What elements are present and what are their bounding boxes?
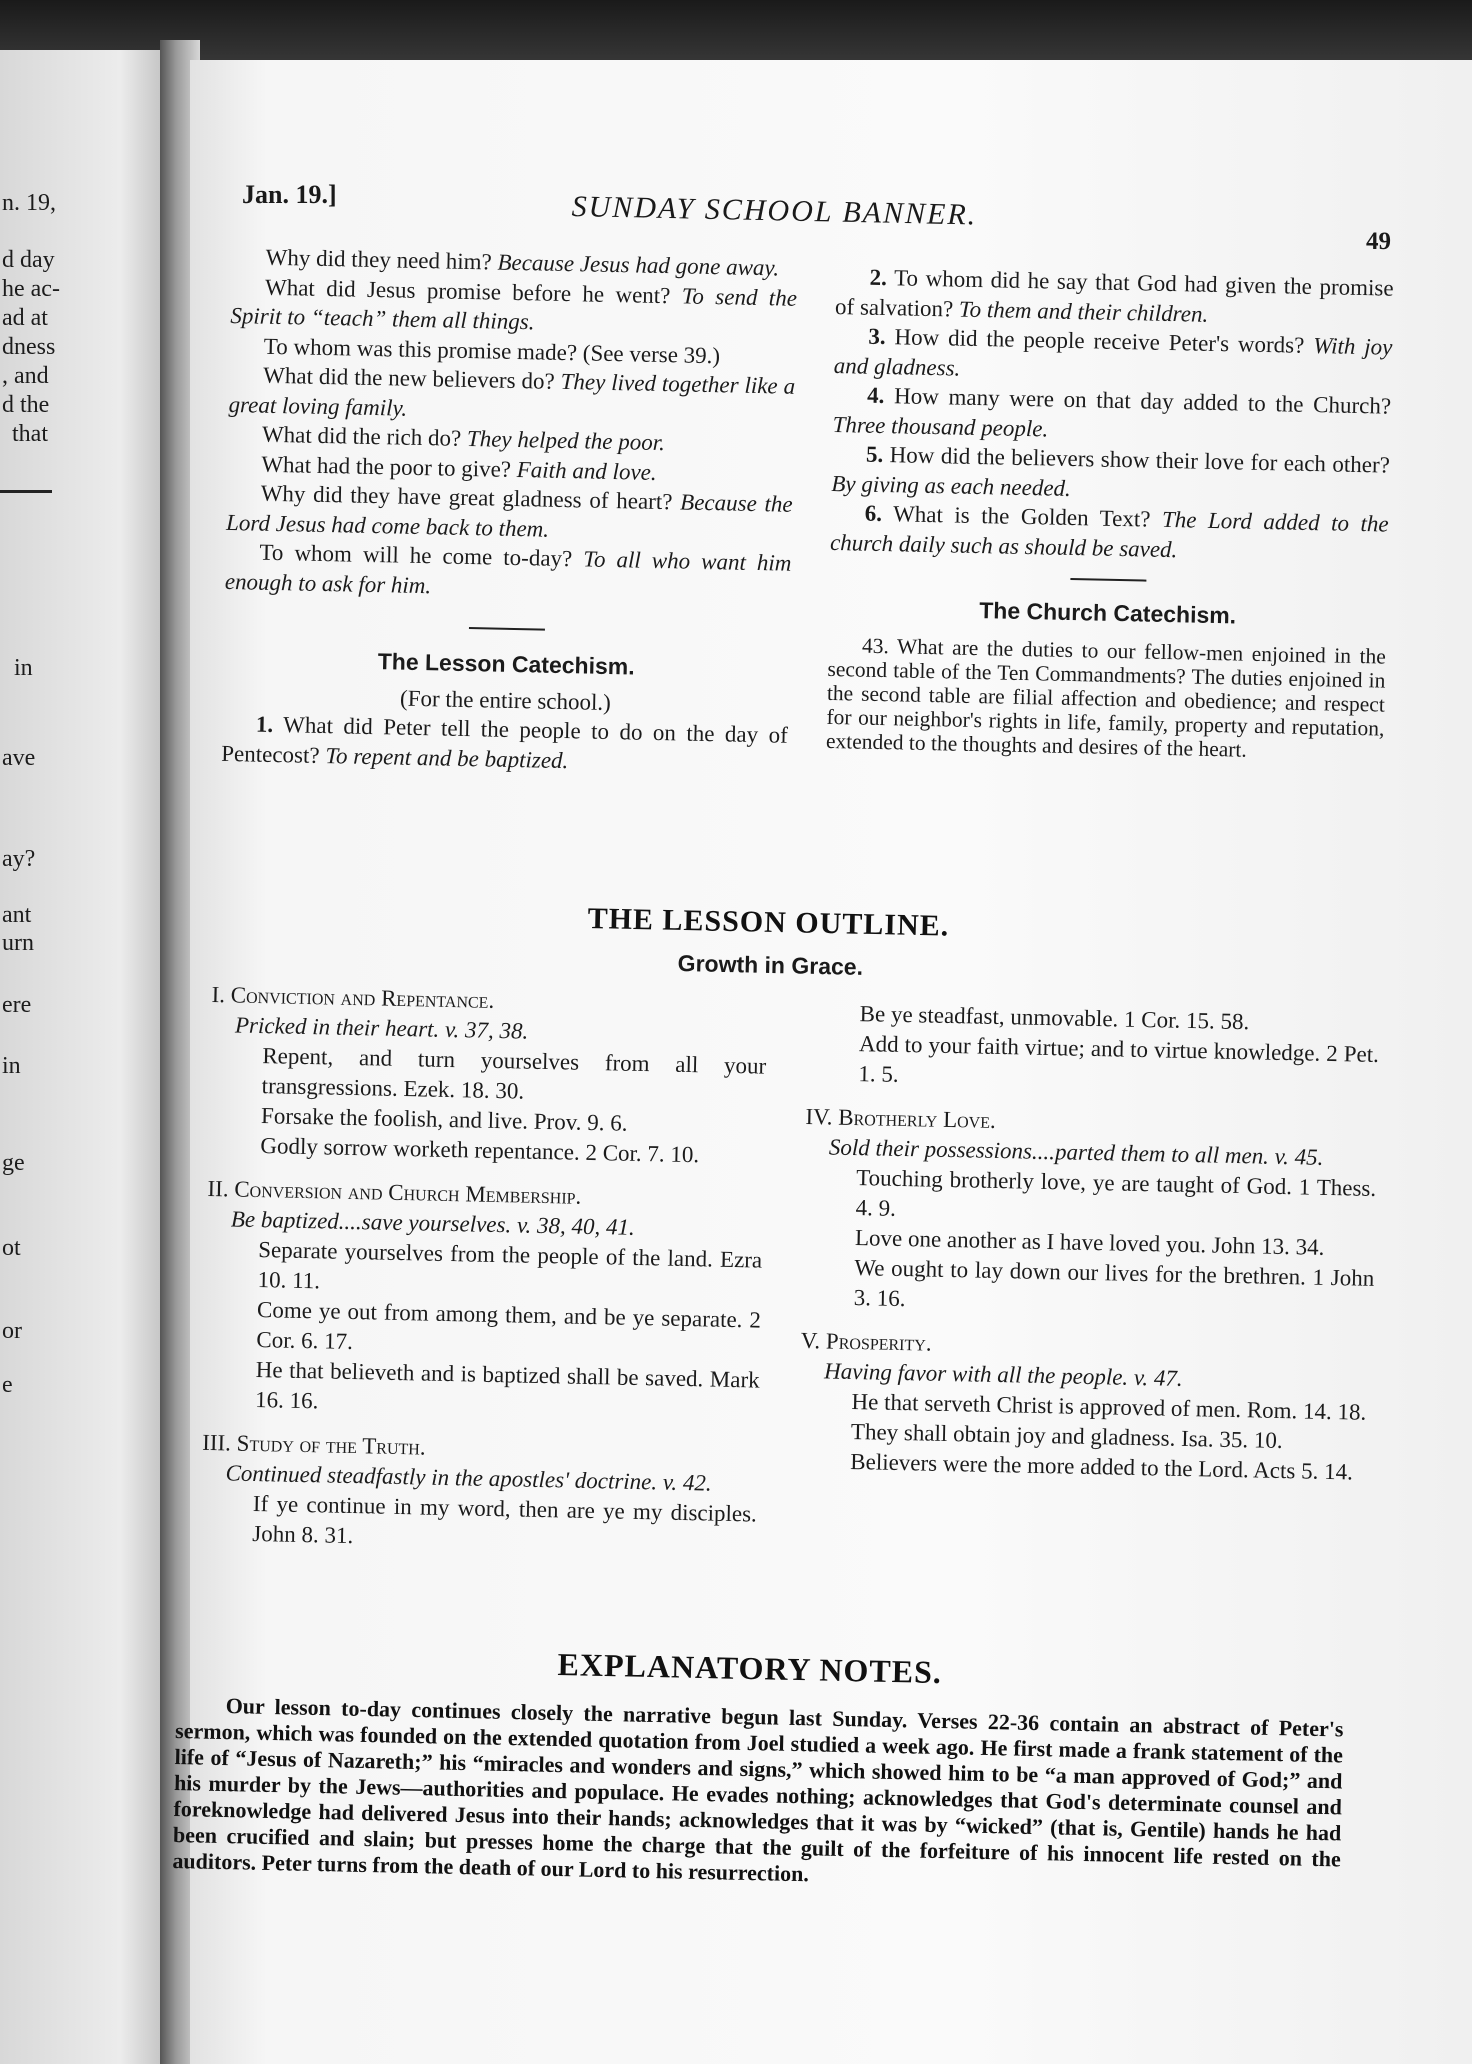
- fragment-text: or: [2, 1318, 22, 1344]
- outline-heading: II. Conversion and Church Membership.: [207, 1175, 582, 1209]
- outline-column-right: [798, 998, 1380, 1488]
- fragment-text: ot: [2, 1235, 21, 1261]
- outline-key-verse: Having favor with all the people. v. 47.: [823, 1358, 1183, 1391]
- page-number: 49: [1366, 228, 1391, 255]
- fragment-text: in: [2, 1053, 21, 1079]
- qa-item: What did the rich do? They helped the poor.: [261, 421, 666, 456]
- explanatory-notes-body: [172, 1692, 1344, 1898]
- church-catechism-text: 43. What are the duties to our fellow-men enjoined in the second table of the Ten Commandments? The duties enjoined in the second table are filial affection and obedience; and respect for our neighbor's rights in life, family, property and reputation, extended to the thoughts and desires of the heart.: [825, 633, 1387, 762]
- outline-reference: Forsake the foolish, and live. Prov. 9. 6.: [260, 1103, 628, 1136]
- outline-heading: I. Conviction and Repentance.: [211, 981, 495, 1013]
- outline-reference: Come ye out from among them, and be ye separate. 2 Cor. 6. 17.: [256, 1297, 762, 1355]
- facing-page: [0, 50, 172, 2064]
- outline-reference: Repent, and turn yourselves from all your transgressions. Ezek. 18. 30.: [261, 1043, 767, 1104]
- qa-item: What did the new believers do? They lived together like a great loving family.: [228, 362, 796, 421]
- outline-reference: Be ye steadfast, unmovable. 1 Cor. 15. 58.: [859, 1001, 1250, 1035]
- explanatory-notes-title: EXPLANATORY NOTES.: [557, 1646, 943, 1691]
- catechism-item: 1. What did Peter tell the people to do on the day of Pentecost? To repent and be baptized.: [221, 711, 789, 773]
- catechism-item: 2. To whom did he say that God had given the promise of salvation? To them and their children.: [834, 264, 1394, 327]
- outline-column-left: [200, 976, 768, 1560]
- outline-key-verse: Continued steadfastly in the apostles' doctrine. v. 42.: [225, 1460, 712, 1496]
- fragment-text: e: [2, 1372, 13, 1398]
- fragment-text: dness: [2, 334, 56, 360]
- fragment-text: in: [14, 655, 33, 681]
- fragment-text: , and: [2, 363, 49, 389]
- outline-reference: If ye continue in my word, then are ye my disciples. John 8. 31.: [252, 1490, 758, 1549]
- fragment-text: urn: [2, 930, 34, 956]
- right-column: [826, 262, 1394, 764]
- outline-reference: Touching brotherly love, ye are taught of God. 1 Thess. 4. 9.: [855, 1165, 1377, 1221]
- outline-reference: Godly sorrow worketh repentance. 2 Cor. 7. 10.: [260, 1133, 700, 1168]
- outline-reference: Believers were the more added to the Lord. Acts 5. 14.: [850, 1448, 1354, 1485]
- qa-item: To whom was this promise made? (See verse 39.): [263, 333, 721, 368]
- fragment-text: n. 19,: [2, 190, 56, 216]
- page-title: SUNDAY SCHOOL BANNER.: [571, 190, 978, 232]
- qa-item: Why did they need him? Because Jesus had gone away.: [265, 244, 780, 281]
- outline-reference: They shall obtain joy and gladness. Isa. 35. 10.: [850, 1418, 1283, 1454]
- church-catechism-title: The Church Catechism.: [979, 597, 1237, 629]
- qa-item: What did Jesus promise before he went? To send the Spirit to “teach” them all things.: [230, 274, 798, 335]
- outline-reference: He that believeth and is baptized shall be saved. Mark 16. 16.: [254, 1357, 760, 1414]
- qa-item: To whom will he come to-day? To all who want him enough to ask for him.: [224, 539, 792, 598]
- fragment-text: d day: [2, 247, 55, 273]
- fragment-text: ere: [2, 992, 32, 1018]
- lesson-catechism-subtitle: (For the entire school.): [399, 685, 612, 715]
- fragment-text: ay?: [2, 846, 36, 872]
- outline-heading: III. Study of the Truth.: [201, 1429, 426, 1460]
- fragment-text: ave: [2, 745, 36, 771]
- left-column: [221, 242, 798, 780]
- fragment-text: ant: [2, 902, 32, 928]
- fragment-text: ge: [2, 1150, 25, 1176]
- outline-key-verse: Sold their possessions....parted them to all men. v. 45.: [828, 1134, 1324, 1170]
- outline-reference: Add to your faith virtue; and to virtue knowledge. 2 Pet. 1. 5.: [858, 1031, 1380, 1087]
- fragment-text: ad at: [2, 305, 48, 331]
- outline-reference: Separate yourselves from the people of the land. Ezra 10. 11.: [257, 1237, 763, 1294]
- outline-key-verse: Pricked in their heart. v. 37, 38.: [234, 1012, 529, 1044]
- fragment-text: that: [12, 421, 48, 447]
- qa-item: What had the poor to give? Faith and love.: [261, 451, 657, 485]
- catechism-item: 4. How many were on that day added to the Church? Three thousand people.: [832, 382, 1392, 441]
- catechism-item: 5. How did the believers show their love for each other? By giving as each needed.: [831, 441, 1391, 501]
- outline-reference: Love one another as I have loved you. John 13. 34.: [854, 1225, 1325, 1260]
- fragment-text: he ac-: [2, 276, 60, 302]
- catechism-item: 6. What is the Golden Text? The Lord added to the church daily such as should be saved.: [829, 500, 1389, 562]
- fragment-text: d the: [2, 392, 50, 418]
- lesson-outline-subtitle: Growth in Grace.: [677, 950, 864, 980]
- outline-reference: He that serveth Christ is approved of men. Rom. 14. 18.: [851, 1389, 1367, 1425]
- outline-reference: We ought to lay down our lives for the brethren. 1 John 3. 16.: [853, 1255, 1375, 1312]
- issue-date: Jan. 19.]: [242, 180, 337, 209]
- lesson-outline-title: THE LESSON OUTLINE.: [587, 902, 950, 943]
- outline-heading: V. Prosperity.: [800, 1327, 932, 1356]
- qa-item: Why did they have great gladness of heart? Because the Lord Jesus had come back to them.: [225, 480, 793, 542]
- catechism-item: 3. How did the people receive Peter's words? With joy and gladness.: [833, 323, 1393, 381]
- outline-heading: IV. Brotherly Love.: [805, 1103, 997, 1133]
- lesson-catechism-title: The Lesson Catechism.: [377, 648, 635, 680]
- outline-key-verse: Be baptized....save yourselves. v. 38, 40, 41.: [230, 1206, 635, 1240]
- explanatory-notes-text: Our lesson to-day continues closely the narrative begun last Sunday. Verses 22-36 contain an abstract of Peter's sermon, which was founded on the extended quotation from Joel studied a week ago. He first made a frank statement of the life of “Jesus of Nazareth;” his “miracles and wonders and signs,” which showed him to be “a man approved of God;” and his murder by the Jews—authorities and populace. He evades nothing; acknowledges that God's determinate counsel and foreknowledge had delivered Jesus into their hands; acknowledges that it was by “wicked” (that is, Gentile) hands he had been crucified and slain; but presses home the charge that the guilt of the forfeiture of his innocent life rested on the auditors. Peter turns from the death of our Lord to his resurrection.: [172, 1693, 1344, 1887]
- fragment-rule: [0, 490, 52, 493]
